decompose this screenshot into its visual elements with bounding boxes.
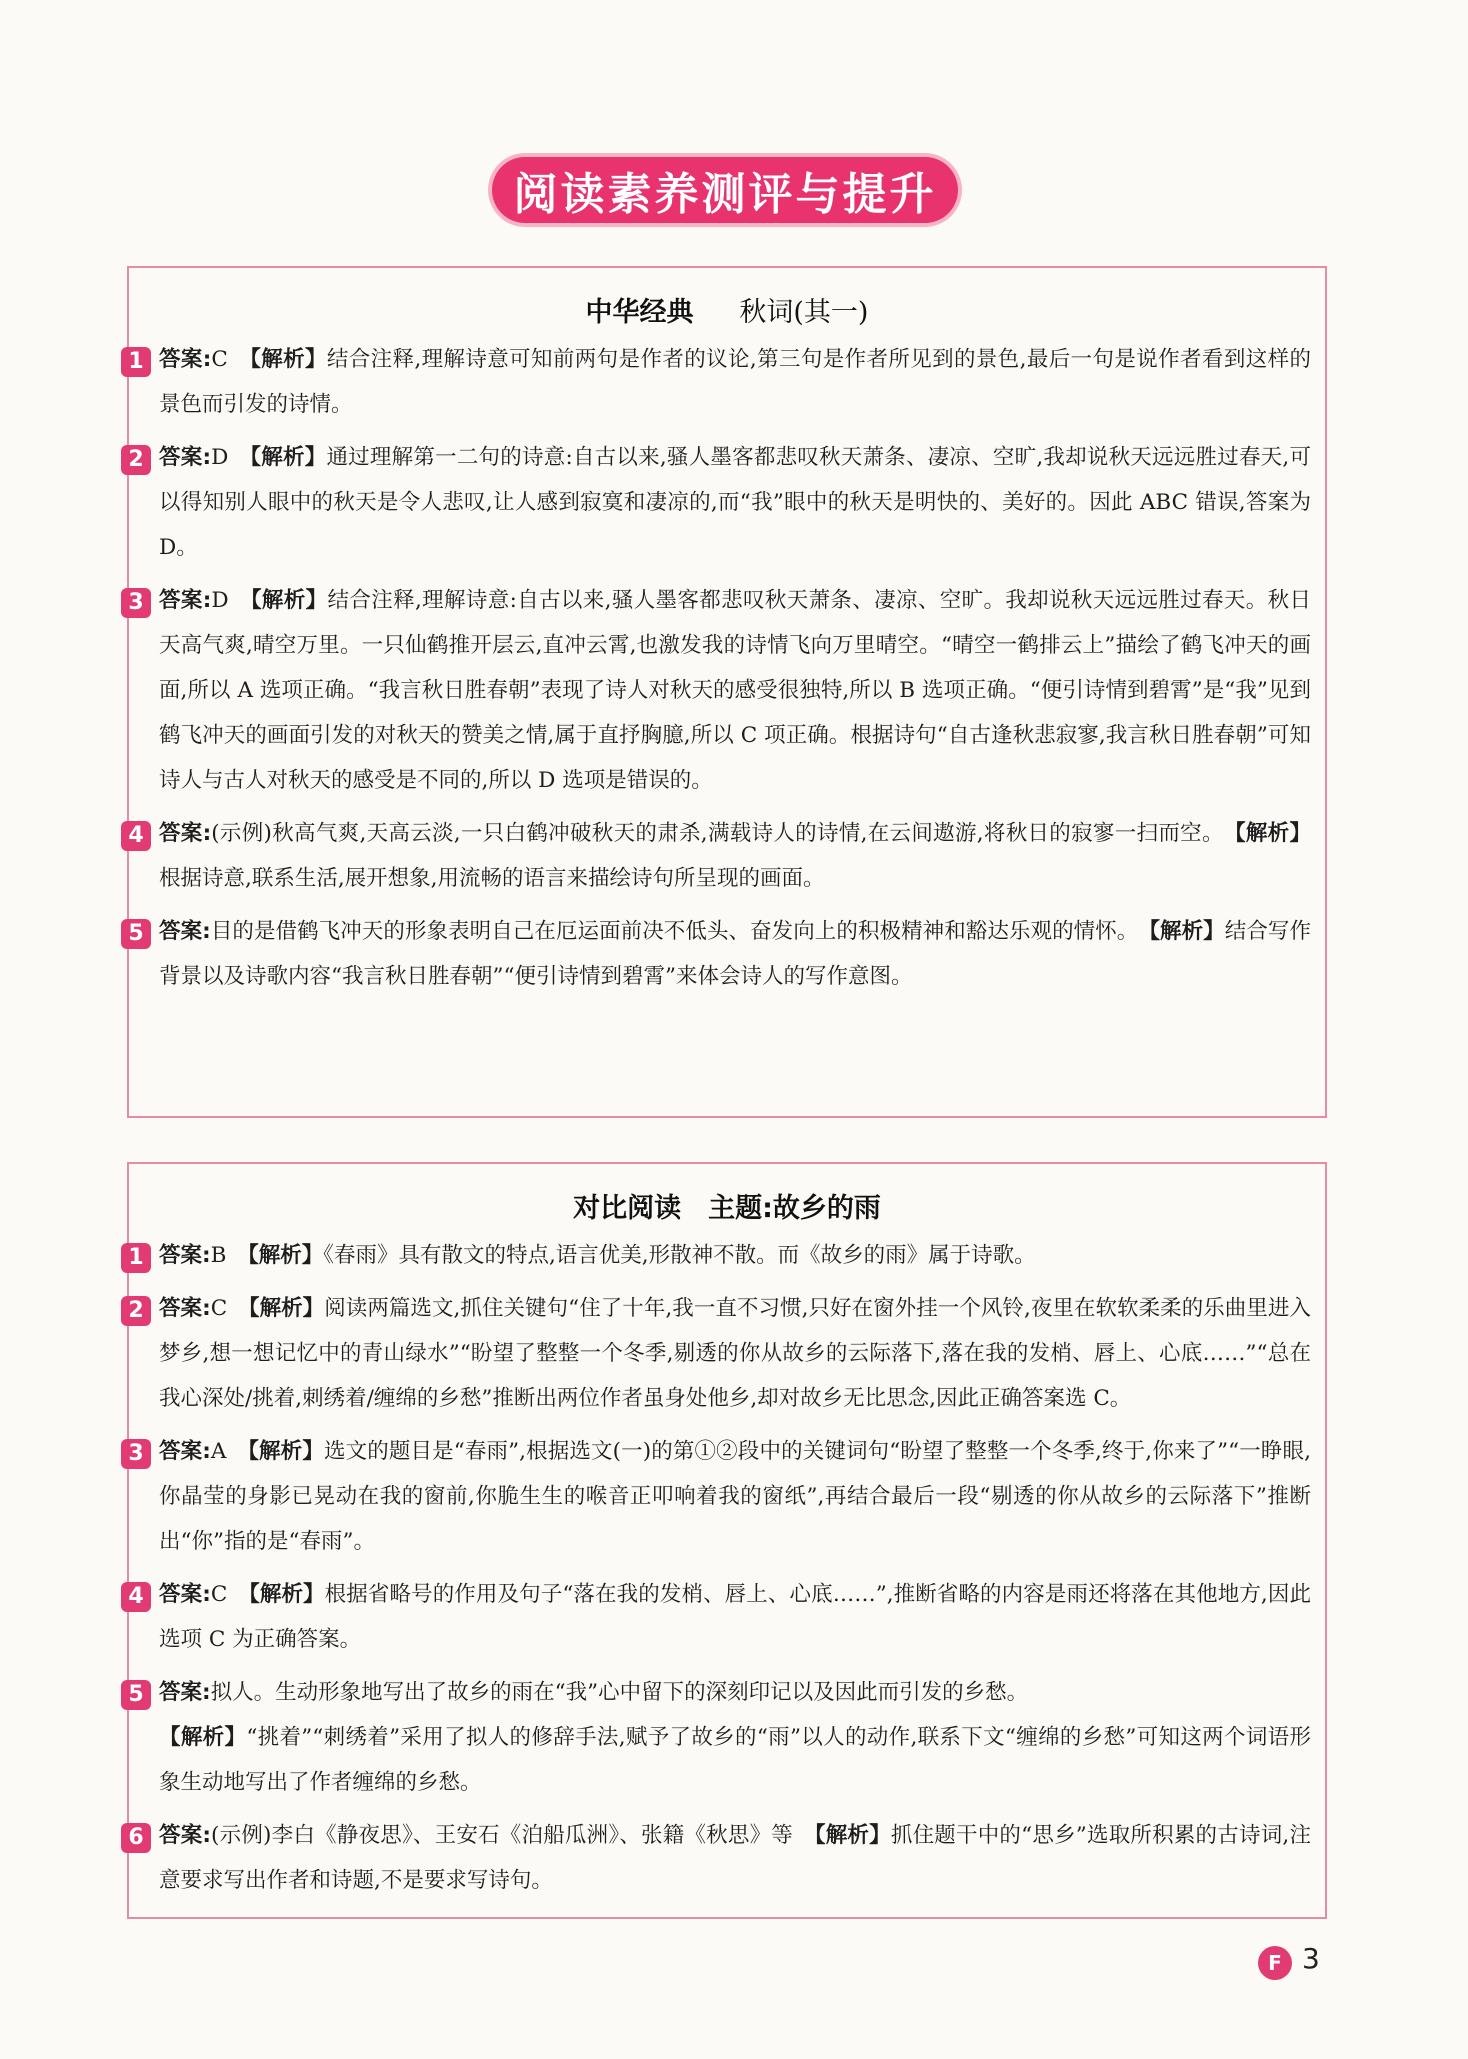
answer-paragraph — [159, 1670, 1311, 1805]
answer-item-2 — [129, 435, 1325, 570]
analysis-label: 【解析】 — [1234, 821, 1311, 846]
analysis-text: 根据省略号的作用及句子“落在我的发梢、唇上、心底……”,推断省略的内容是雨还将落在其他地方,因此选项 C 为正确答案。 — [159, 1582, 1311, 1652]
answer-item-5 — [129, 909, 1325, 999]
answer-value: C — [211, 347, 228, 372]
analysis-text: 阅读两篇选文,抓住关键句“住了十年,我一直不习惯,只好在窗外挂一个风铃,夜里在软软柔柔的乐曲里进入梦乡,想一想记忆中的青山绿水”“盼望了整整一个冬季,剔透的你从故乡的云际落下,落在我的发梢、唇上、心底……”“总在我心深处/挑着,刺绣着/缠绵的乡愁”推断出两位作者虽身处他乡,却对故乡无比思念,因此正确答案选 C。 — [159, 1296, 1311, 1411]
analysis-label: 【解析】 — [247, 1243, 324, 1268]
analysis-text: 选文的题目是“春雨”,根据选文(一)的第①②段中的关键词句“盼望了整整一个冬季,终于,你来了”“一睁眼,你晶莹的身影已晃动在我的窗前,你脆生生的喉音正叩响着我的窗纸”,再结合最后一段“剔透的你从故乡的云际落下”推断出“你”指的是“春雨”。 — [159, 1439, 1311, 1554]
answer-value: A — [210, 1439, 227, 1464]
analysis-text: 抓住题干中的“思乡”选取所积累的古诗词,注意要求写出作者和诗题,不是要求写诗句。 — [159, 1823, 1311, 1893]
page-number: 3 — [1302, 1942, 1320, 1975]
box-title: 对比阅读 主题:故乡的雨 — [573, 1193, 881, 1224]
answer-box-classic — [127, 266, 1327, 1118]
analysis-text: 结合注释,理解诗意可知前两句是作者的议论,第三句是作者所见到的景色,最后一句是说作者看到这样的景色而引发的诗情。 — [159, 347, 1311, 417]
answer-label: 答案: — [159, 919, 211, 944]
answer-paragraph — [159, 909, 1311, 999]
question-number-badge: 5 — [121, 1680, 151, 1710]
answer-item-3 — [129, 578, 1325, 803]
answer-item-5 — [129, 1670, 1325, 1805]
analysis-text: 结合注释,理解诗意:自古以来,骚人墨客都悲叹秋天萧条、凄凉、空旷。我却说秋天远远胜过春天。秋日天高气爽,晴空万里。一只仙鹤推开层云,直冲云霄,也激发我的诗情飞向万里晴空。“晴空一鹤排云上”描绘了鹤飞冲天的画面,所以 A 选项正确。“我言秋日胜春朝”表现了诗人对秋天的感受很独特,所以 B 选项正确。“便引诗情到碧霄”是“我”见到鹤飞冲天的画面引发的对秋天的赞美之情,属于直抒胸臆,所以 C 项正确。根据诗句“自古逢秋悲寂寥,我言秋日胜春朝”可知诗人与古人对秋天的感受是不同的,所以 D 选项是错误的。 — [159, 588, 1311, 793]
question-number-badge: 1 — [121, 347, 151, 377]
answer-value: D — [211, 445, 229, 470]
answer-paragraph — [159, 1233, 1311, 1278]
answer-label: 答案: — [159, 1680, 211, 1705]
analysis-label: 【解析】 — [248, 1439, 324, 1464]
answer-value: D — [211, 588, 229, 613]
answer-value: B — [210, 1243, 227, 1268]
question-number-badge: 2 — [121, 445, 151, 475]
answer-paragraph — [159, 1572, 1311, 1662]
answer-paragraph — [159, 578, 1311, 803]
answer-paragraph — [159, 1429, 1311, 1564]
question-number-badge: 4 — [121, 1582, 151, 1612]
analysis-label: 【解析】 — [1149, 919, 1225, 944]
answer-paragraph — [159, 435, 1311, 570]
answer-label: 答案: — [159, 1296, 211, 1321]
answer-value: C — [210, 1582, 228, 1607]
analysis-text: 《春雨》具有散文的特点,语言优美,形散神不散。而《故乡的雨》属于诗歌。 — [323, 1243, 1036, 1268]
answer-value: (示例)秋高气爽,天高云淡,一只白鹤冲破秋天的肃杀,满载诗人的诗情,在云间遨游,将秋日的寂寥一扫而空。 — [211, 821, 1213, 846]
answer-value: C — [210, 1296, 228, 1321]
answer-label: 答案: — [159, 1243, 211, 1268]
answer-item-3 — [129, 1429, 1325, 1564]
answer-item-1 — [129, 1233, 1325, 1278]
title-spacer — [703, 297, 730, 328]
question-number-badge: 1 — [121, 1243, 151, 1273]
analysis-label: 【解析】 — [250, 588, 328, 613]
analysis-text: “挑着”“刺绣着”采用了拟人的修辞手法,赋予了故乡的“雨”以人的动作,联系下文“缠绵的乡愁”可知这两个词语形象生动地写出了作者缠绵的乡愁。 — [159, 1725, 1311, 1795]
box-title-main: 中华经典 — [585, 297, 694, 328]
answer-item-2 — [129, 1286, 1325, 1421]
answer-value: (示例)李白《静夜思》、王安石《泊船瓜洲》、张籍《秋思》等 — [211, 1823, 794, 1848]
answer-paragraph — [159, 1813, 1311, 1903]
answer-box-compare — [127, 1162, 1327, 1919]
answer-value: 目的是借鹤飞冲天的形象表明自己在厄运面前决不低头、奋发向上的积极精神和豁达乐观的情怀。 — [210, 919, 1128, 944]
answer-item-6 — [129, 1813, 1325, 1903]
box-title — [129, 290, 1325, 329]
answer-paragraph — [159, 811, 1311, 901]
publisher-badge-icon: F — [1258, 1946, 1292, 1980]
analysis-text: 结合写作背景以及诗歌内容“我言秋日胜春朝”“便引诗情到碧霄”来体会诗人的写作意图。 — [159, 919, 1311, 989]
answer-label: 答案: — [159, 588, 212, 613]
box-title-sub: 秋词(其一) — [739, 297, 869, 328]
answer-label: 答案: — [159, 347, 212, 372]
answer-value: 拟人。生动形象地写出了故乡的雨在“我”心中留下的深刻印记以及因此而引发的乡愁。 — [210, 1680, 1029, 1705]
analysis-text: 根据诗意,联系生活,展开想象,用流畅的语言来描绘诗句所呈现的画面。 — [159, 866, 825, 891]
answer-paragraph — [159, 337, 1311, 427]
answer-label: 答案: — [159, 445, 212, 470]
analysis-label: 【解析】 — [250, 445, 327, 470]
answer-item-1 — [129, 337, 1325, 427]
question-number-badge: 6 — [121, 1823, 151, 1853]
question-number-badge: 2 — [121, 1296, 151, 1326]
analysis-label: 【解析】 — [248, 1296, 325, 1321]
question-number-badge: 3 — [121, 588, 151, 618]
analysis-label: 【解析】 — [814, 1823, 891, 1848]
answer-label: 答案: — [159, 1582, 211, 1607]
analysis-label: 【解析】 — [159, 1725, 247, 1750]
banner-title: 阅读素养测评与提升 — [513, 169, 937, 220]
analysis-label: 【解析】 — [248, 1582, 325, 1607]
answer-label: 答案: — [159, 1823, 212, 1848]
question-number-badge: 5 — [121, 919, 151, 949]
analysis-label: 【解析】 — [250, 347, 327, 372]
question-number-badge: 3 — [121, 1439, 151, 1469]
answer-paragraph — [159, 1286, 1311, 1421]
answer-item-4 — [129, 1572, 1325, 1662]
section-banner — [492, 157, 958, 223]
answer-label: 答案: — [159, 821, 212, 846]
answer-item-4 — [129, 811, 1325, 901]
answer-label: 答案: — [159, 1439, 211, 1464]
analysis-text: 通过理解第一二句的诗意:自古以来,骚人墨客都悲叹秋天萧条、凄凉、空旷,我却说秋天远远胜过春天,可以得知别人眼中的秋天是令人悲叹,让人感到寂寞和凄凉的,而“我”眼中的秋天是明快的、美好的。因此 ABC 错误,答案为 D。 — [159, 445, 1311, 560]
question-number-badge: 4 — [121, 821, 151, 851]
